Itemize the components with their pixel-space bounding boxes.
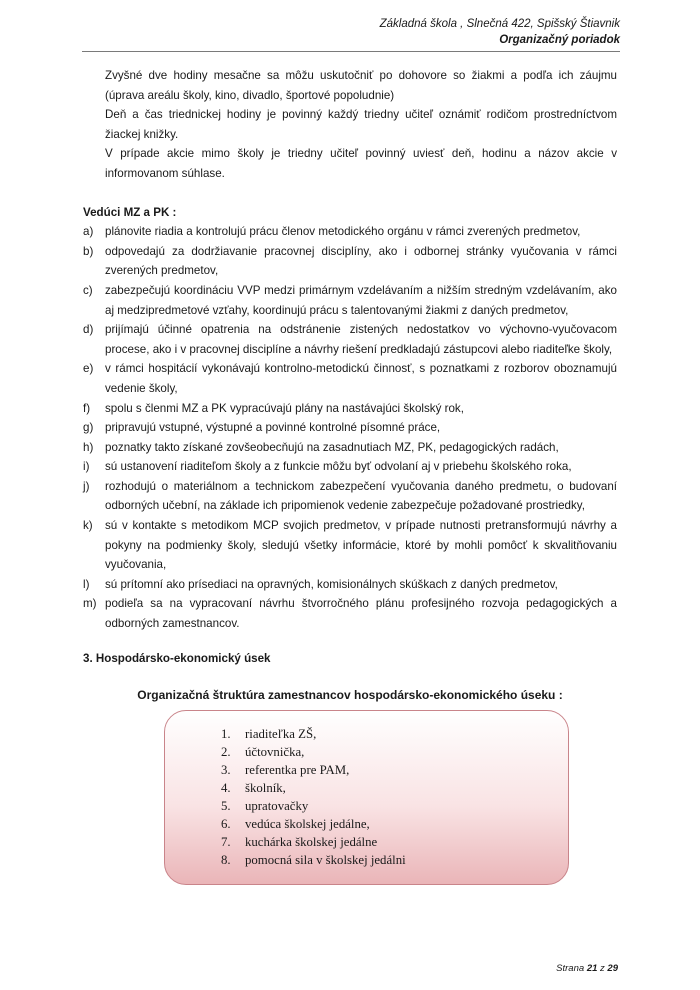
list-marker: a): [83, 225, 94, 239]
list-marker: l): [83, 577, 90, 591]
intro-paragraphs: [83, 66, 617, 184]
list-marker: 5.: [221, 799, 231, 813]
list-item-text: referentka pre PAM,: [245, 763, 350, 777]
list-item-text: kuchárka školskej jedálne: [245, 835, 378, 849]
page-header: [380, 16, 620, 48]
list-marker: 2.: [221, 745, 231, 759]
footer-page-total: 29: [607, 963, 618, 974]
list-item-text: odpovedajú za dodržiavanie pracovnej disciplíny, ako i odbornej stránky vyučovania v rámci zverených predmetov,: [105, 244, 617, 278]
list-item: [83, 242, 617, 281]
footer-separator: z: [600, 963, 605, 974]
intro-paragraph: Deň a čas triednickej hodiny je povinný každý triedny učiteľ oznámiť rodičom prostredníctvom žiackej knižky.: [105, 108, 617, 141]
list-item: [83, 594, 617, 633]
list-item-text: plánovite riadia a kontrolujú prácu členov metodického orgánu v rámci zverených predmetov,: [105, 225, 581, 239]
list-item-text: zabezpečujú koordináciu VVP medzi primárnym vzdelávaním a nižším stredným vzdelávaním, ako aj medzipredmetové vzťahy, koordinujú prácu s talentovanými žiakmi z daných predmetov,: [105, 283, 617, 317]
footer-page-number: 21: [586, 963, 598, 974]
list-item: [83, 359, 617, 398]
list-item: [83, 399, 617, 419]
list-marker: 3.: [221, 763, 231, 777]
structure-item: [221, 851, 406, 869]
list-item-text: pomocná sila v školskej jedálni: [245, 853, 406, 867]
structure-title: Organizačná štruktúra zamestnancov hospodársko-ekonomického úseku :: [137, 688, 563, 702]
list-item-text: pripravujú vstupné, výstupné a povinné kontrolné písomné práce,: [105, 421, 441, 435]
list-item: [83, 575, 617, 595]
section-title-mz-pk: Vedúci MZ a PK :: [83, 205, 177, 219]
list-item-text: spolu s členmi MZ a PK vypracúvajú plány na nastávajúci školský rok,: [105, 401, 464, 415]
list-item-text: podieľa sa na vypracovaní návrhu štvorročného plánu profesijného rozvoja pedagogických a odborných zamestnancov.: [105, 597, 617, 631]
list-item: [83, 281, 617, 320]
page-footer: [556, 963, 618, 974]
list-item: [83, 438, 617, 458]
intro-paragraph: V prípade akcie mimo školy je triedny učiteľ povinný uviesť deň, hodinu a názov akcie v informovanom súhlase.: [105, 147, 617, 180]
structure-item: [221, 833, 406, 851]
list-marker: k): [83, 519, 93, 533]
structure-list: [221, 725, 406, 869]
list-marker: g): [83, 421, 94, 435]
list-item-text: školník,: [245, 781, 286, 795]
list-marker: m): [83, 597, 97, 611]
list-marker: 1.: [221, 727, 231, 741]
structure-item: [221, 725, 406, 743]
list-marker: 6.: [221, 817, 231, 831]
list-marker: d): [83, 323, 94, 337]
list-marker: 7.: [221, 835, 231, 849]
list-marker: i): [83, 460, 90, 474]
list-marker: 8.: [221, 853, 231, 867]
list-item-text: sú ustanovení riaditeľom školy a z funkcie môžu byť odvolaní aj v priebehu školského roka,: [105, 460, 572, 474]
list-marker: b): [83, 244, 94, 258]
list-item: [83, 477, 617, 516]
list-item-text: upratovačky: [245, 799, 309, 813]
list-item-text: účtovnička,: [245, 745, 305, 759]
list-item-text: v rámci hospitácií vykonávajú kontrolno-metodickú činnosť, s poznatkami z rozborov oboznamujú vedenie školy,: [105, 362, 617, 395]
footer-label: Strana: [556, 963, 585, 974]
document-body: [83, 66, 617, 668]
list-item-text: sú prítomní ako prísediaci na opravných, komisionálnych skúškach z daných predmetov,: [105, 577, 558, 591]
list-item: [83, 418, 617, 438]
list-marker: 4.: [221, 781, 231, 795]
structure-item: [221, 815, 406, 833]
structure-box: [164, 710, 569, 885]
list-item-text: riaditeľka ZŠ,: [245, 727, 317, 741]
duties-list: [83, 222, 617, 633]
list-marker: f): [83, 401, 91, 415]
list-marker: e): [83, 362, 94, 376]
structure-item: [221, 797, 406, 815]
list-item-text: vedúca školskej jedálne,: [245, 817, 370, 831]
list-item-text: prijímajú účinné opatrenia na odstránenie zistených nedostatkov vo výchovno-vyučovacom procese, ako i v pracovnej disciplíne a návrhy riešení predkladajú zástupcovi alebo riaditeľke školy,: [105, 323, 617, 356]
structure-item: [221, 779, 406, 797]
structure-item: [221, 761, 406, 779]
list-item: [83, 222, 617, 242]
list-item-text: rozhodujú o materiálnom a technickom zabezpečení vyučovania daného predmetu, o budovaní odborných učební, na základe ich pripomienok vedenie zabezpečuje požadované prostriedky,: [105, 479, 617, 513]
list-item: [83, 457, 617, 477]
list-marker: c): [83, 283, 93, 297]
structure-item: [221, 743, 406, 761]
section-title-economic: 3. Hospodársko-ekonomický úsek: [83, 651, 271, 665]
header-doc-title: Organizačný poriadok: [499, 34, 620, 46]
list-marker: h): [83, 440, 94, 454]
list-item: [83, 516, 617, 575]
list-item-text: sú v kontakte s metodikom MCP svojich predmetov, v prípade nutnosti pretransformujú návrhy a pokyny na podmienky školy, sledujú všetky informácie, ktoré by mohli pomôcť k skvalitňovaniu vyučovania,: [105, 519, 617, 572]
intro-paragraph: Zvyšné dve hodiny mesačne sa môžu uskutočniť po dohovore so žiakmi a podľa ich záujmu (úprava areálu školy, kino, divadlo, športové popoludnie): [105, 69, 617, 102]
list-marker: j): [83, 479, 90, 493]
header-school: Základná škola , Slnečná 422, Spišský Štiavnik: [379, 18, 620, 30]
list-item: [83, 320, 617, 359]
list-item-text: poznatky takto získané zovšeobecňujú na zasadnutiach MZ, PK, pedagogických radách,: [105, 440, 559, 454]
header-divider: [82, 51, 620, 52]
